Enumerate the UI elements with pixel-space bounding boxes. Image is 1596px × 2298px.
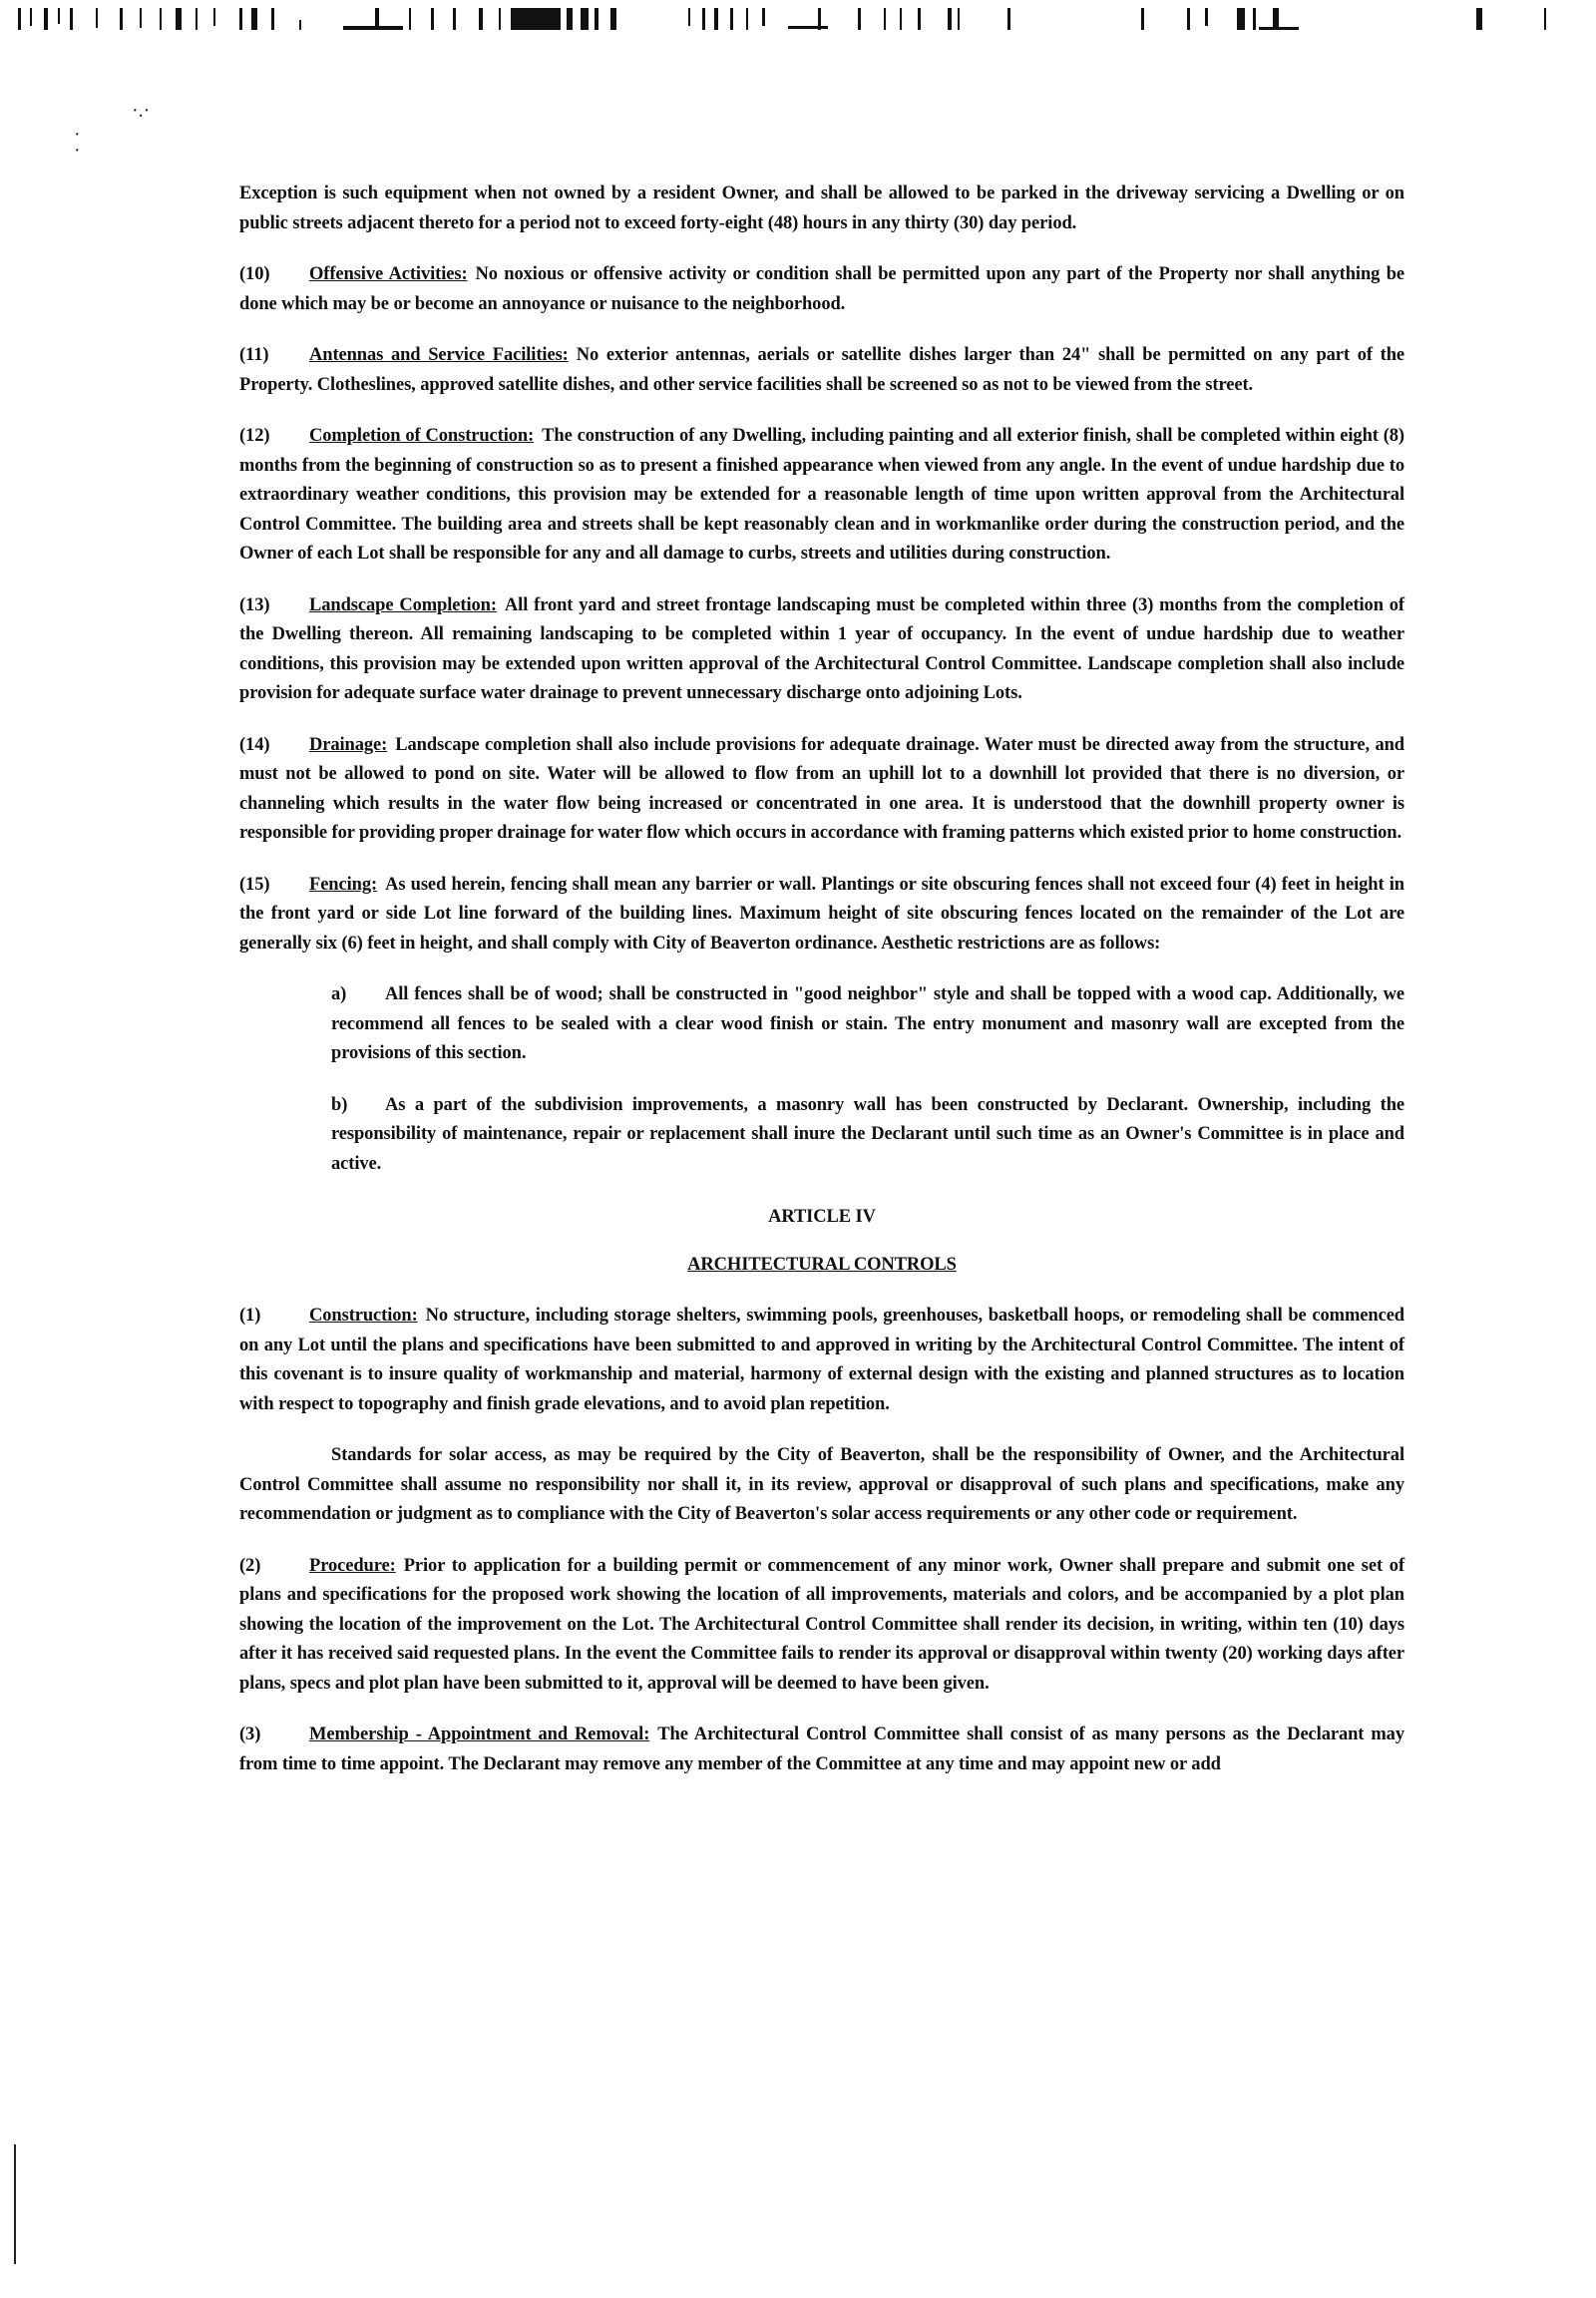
- section-14: [239, 731, 1404, 849]
- article-title: ARTICLE IV: [768, 1207, 876, 1227]
- article-section-1: [239, 1302, 1404, 1419]
- section-heading: Fencing:: [309, 874, 378, 895]
- document-page: [239, 180, 1404, 1801]
- article-section-3: [239, 1721, 1404, 1779]
- subitem-text: All fences shall be of wood; shall be constructed in "good neighbor" style and shall be topped with a wood cap. Additionally, we recommend all fences to be sealed with a clear wood finish or stain. The entry monument and masonry wall are excepted from the provisions of this section.: [331, 984, 1404, 1063]
- section-number: (3): [239, 1724, 261, 1744]
- section-number: (11): [239, 345, 269, 365]
- section-text: The Architectural Control Committee shall consist of as many persons as the Declarant may from time to time appoint. The Declarant may remove any member of the Committee at any time and may appoint new or add: [239, 1724, 1404, 1774]
- section-text: All front yard and street frontage landscaping must be completed within three (3) months from the completion of the Dwelling thereon. All remaining landscaping to be completed within 1 year of occupancy. In the event of undue hardship due to weather conditions, this provision may be extended upon written approval of the Architectural Control Committee. Landscape completion shall also include provision for adequate surface water drainage to prevent unnecessary discharge onto adjoining Lots.: [239, 594, 1404, 703]
- section-10: [239, 260, 1404, 319]
- scan-header-strip: [0, 0, 1596, 40]
- article-section-2: [239, 1552, 1404, 1700]
- section-text: Prior to application for a building permit or commencement of any minor work, Owner shall prepare and submit one set of plans and specifications for the proposed work showing the location of all improvements, materials and colors, and be accompanied by a plot plan showing the location of the improvement on the Lot. The Architectural Control Committee shall render its decision, in writing, within ten (10) days after it has received said requested plans. In the event the Committee fails to render its approval or disapproval within twenty (20) working days after plans, specs and plot plan have been submitted to it, approval will be deemed to have been given.: [239, 1555, 1404, 1694]
- section-heading: Construction:: [309, 1306, 418, 1326]
- solar-access-paragraph: Standards for solar access, as may be required by the City of Beaverton, shall be the responsibility of Owner, and the Architectural Control Committee shall assume no responsibility nor shall it, in its review, approval or disapproval of such plans and specifications, make any recommendation or judgment as to compliance with the City of Beaverton's solar access requirements or any other code or requirement.: [239, 1445, 1404, 1524]
- section-12: [239, 422, 1404, 570]
- section-heading: Completion of Construction:: [309, 426, 535, 446]
- section-number: (2): [239, 1555, 261, 1576]
- section-heading: Membership - Appointment and Removal:: [309, 1724, 650, 1744]
- intro-paragraph: Exception is such equipment when not owned by a resident Owner, and shall be allowed to be parked in the driveway servicing a Dwelling or on public streets adjacent thereto for a period not to exceed forty-eight (48) hours in any thirty (30) day period.: [239, 184, 1404, 233]
- section-text: No exterior antennas, aerials or satellite dishes larger than 24" shall be permitted on any part of the Property. Clotheslines, approved satellite dishes, and other service facilities shall be screened so as not to be viewed from the street.: [239, 345, 1404, 395]
- subitem-label: b): [331, 1094, 348, 1115]
- section-text: The construction of any Dwelling, including painting and all exterior finish, shall be completed within eight (8) months from the beginning of construction so as to present a finished appearance when viewed from any angle. In the event of undue hardship due to extraordinary weather conditions, this provision may be extended for a reasonable length of time upon written approval from the Architectural Control Committee. The building area and streets shall be kept reasonably clean and in workmanlike order during the construction period, and the Owner of each Lot shall be responsible for any and all damage to curbs, streets and utilities during construction.: [239, 426, 1404, 564]
- section-text: As used herein, fencing shall mean any barrier or wall. Plantings or site obscuring fences shall not exceed four (4) feet in height in the front yard or side Lot line forward of the building lines. Maximum height of site obscuring fences located on the remainder of the Lot are generally six (6) feet in height, and shall comply with City of Beaverton ordinance. Aesthetic restrictions are as follows:: [239, 874, 1404, 954]
- subitem-text: As a part of the subdivision improvements, a masonry wall has been constructed by Declarant. Ownership, including the responsibility of maintenance, repair or replacement shall inure the Declarant until such time as an Owner's Committee is in place and active.: [331, 1094, 1404, 1174]
- section-text: Landscape completion shall also include provisions for adequate drainage. Water must be directed away from the structure, and must not be allowed to pond on site. Water will be allowed to flow from an uphill lot to a downhill lot provided that there is no diversion, or channeling which results in the water flow being increased or concentrated in one area. It is understood that the downhill property owner is responsible for providing proper drainage for water flow which occurs in accordance with framing patterns which existed prior to home construction.: [239, 734, 1404, 843]
- section-heading: Procedure:: [309, 1555, 396, 1576]
- scan-speck: ·: [74, 124, 81, 146]
- section-number: (1): [239, 1306, 261, 1326]
- section-15: [239, 871, 1404, 959]
- section-number: (13): [239, 594, 270, 615]
- subitem-label: a): [331, 984, 347, 1004]
- section-heading: Drainage:: [309, 734, 388, 755]
- section-number: (14): [239, 734, 270, 755]
- section-number: (15): [239, 874, 270, 895]
- section-heading: Antennas and Service Facilities:: [309, 345, 569, 365]
- section-13: [239, 591, 1404, 709]
- scan-speck: ·: [74, 140, 81, 162]
- scan-speck: ·.·: [132, 100, 151, 122]
- section-number: (10): [239, 264, 270, 284]
- section-number: (12): [239, 426, 270, 446]
- fencing-subitem-a: [331, 980, 1404, 1069]
- section-text: No noxious or offensive activity or condition shall be permitted upon any part of the Property nor shall anything be done which may be or become an annoyance or nuisance to the neighborhood.: [239, 264, 1404, 314]
- section-heading: Offensive Activities:: [309, 264, 468, 284]
- scan-edge-line: [14, 2144, 16, 2264]
- fencing-subitem-b: [331, 1091, 1404, 1180]
- section-heading: Landscape Completion:: [309, 594, 497, 615]
- section-11: [239, 341, 1404, 400]
- article-subtitle: ARCHITECTURAL CONTROLS: [687, 1254, 957, 1275]
- section-text: No structure, including storage shelters, swimming pools, greenhouses, basketball hoops, or remodeling shall be commenced on any Lot until the plans and specifications have been submitted to and approved in writing by the Architectural Control Committee. The intent of this covenant is to insure quality of workmanship and material, harmony of external design with the existing and planned structures as to location with respect to topography and finish grade elevations, and to avoid plan repetition.: [239, 1306, 1404, 1414]
